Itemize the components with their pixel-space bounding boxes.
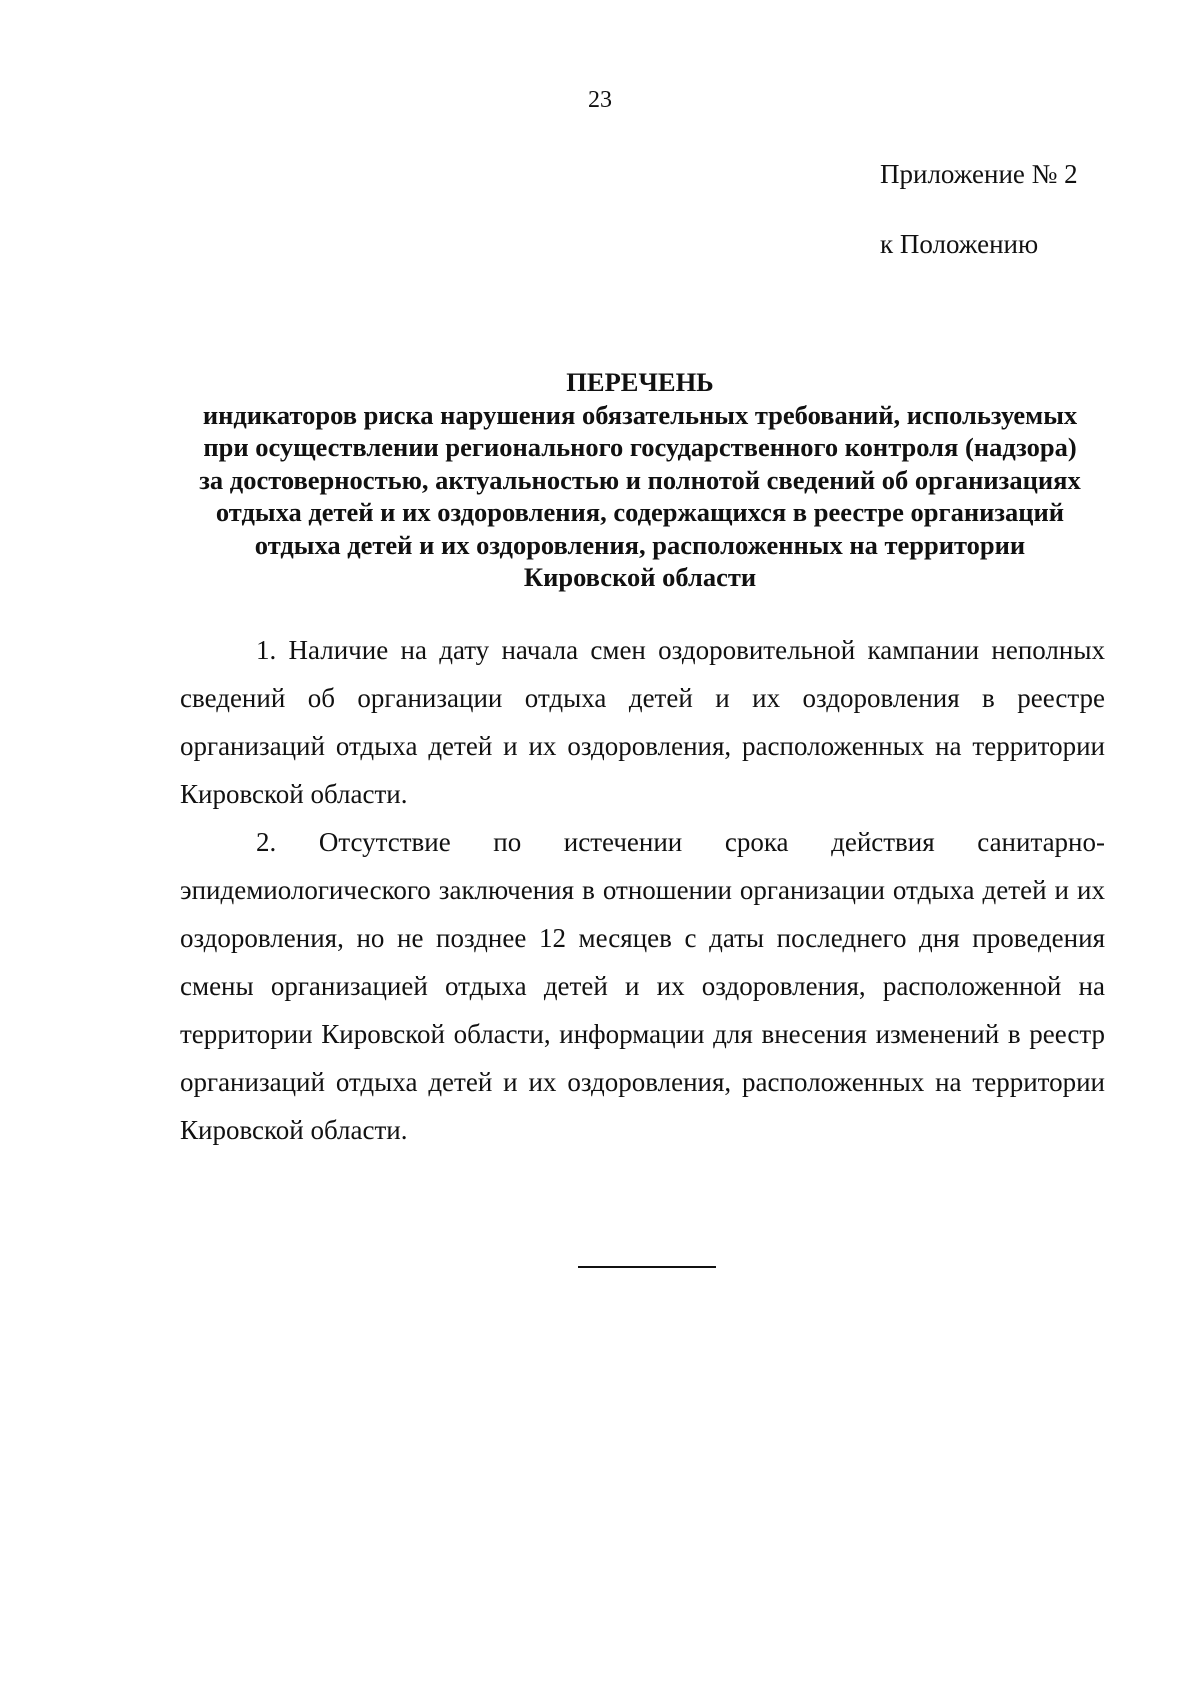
indicator-item-1: 1. Наличие на дату начала смен оздоровительной кампании неполных сведений об организации отдыха детей и их оздоровления в реестре организаций отдыха детей и их оздоровления, расположенных на территории Кировской области. — [180, 635, 1105, 809]
document-title — [170, 366, 1110, 594]
title-heading: ПЕРЕЧЕНЬ — [566, 367, 714, 397]
appendix-reference: к Положению — [880, 229, 1039, 259]
indicator-list — [180, 626, 1105, 1154]
title-line: при осуществлении регионального государственного контроля (надзора) — [203, 432, 1077, 462]
title-line: за достоверностью, актуальностью и полнотой сведений об организациях — [199, 464, 1081, 495]
indicator-item-2: 2. Отсутствие по истечении срока действия санитарно-эпидемиологического заключения в отношении организации отдыха детей и их оздоровления, но не позднее 12 месяцев с даты последнего дня проведения смены организацией отдыха детей и их оздоровления, расположенной на территории Кировской области, информации для внесения изменений в реестр организаций отдыха детей и их оздоровления, расположенных на территории Кировской области. — [180, 827, 1105, 1145]
title-line: индикаторов риска нарушения обязательных требований, используемых — [202, 399, 1078, 430]
title-line: отдыха детей и их оздоровления, содержащихся в реестре организаций — [215, 497, 1065, 527]
title-line: Кировской области — [523, 562, 757, 592]
appendix-label: Приложение № 2 — [880, 159, 1078, 189]
page-number: 23 — [588, 87, 612, 113]
title-line: отдыха детей и их оздоровления, расположенных на территории — [254, 529, 1026, 560]
closing-divider — [578, 1266, 716, 1268]
